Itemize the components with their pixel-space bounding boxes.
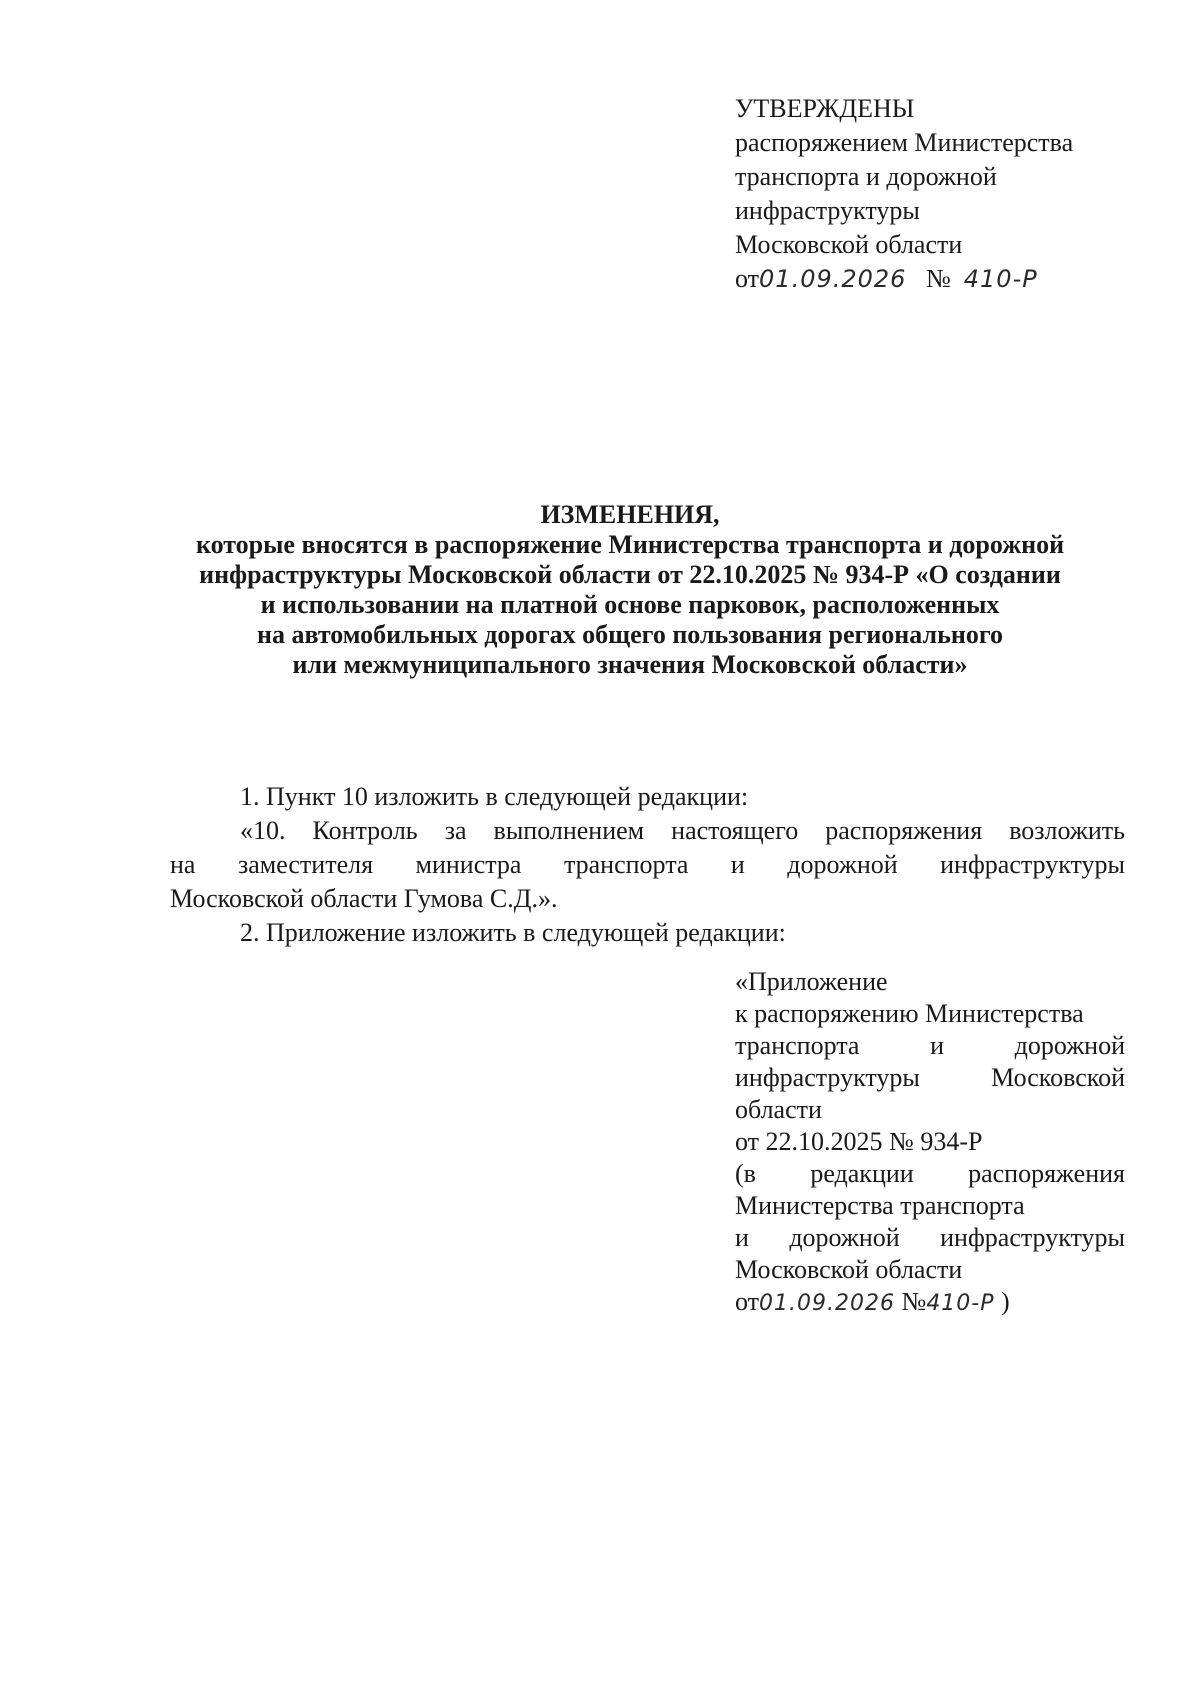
number-sign: № [901, 1287, 927, 1316]
word: инфраструктуры [735, 1063, 920, 1092]
handwritten-date: 01.09.2026 [759, 265, 907, 293]
approval-line: Московской области [735, 230, 963, 259]
word: и [735, 1223, 749, 1252]
title-line: которые вносятся в распоряжение Министерства транспорта и дорожной [195, 530, 1065, 559]
annex-line [735, 1158, 1125, 1190]
quote-line-3: Московской области Гумова С.Д.». [170, 884, 558, 913]
word: на [170, 850, 196, 879]
quote-line-2 [170, 848, 1125, 882]
approval-line: транспорта и дорожной [735, 162, 997, 191]
word: дорожной [1014, 1031, 1125, 1060]
word: заместителя [237, 850, 374, 879]
annex-line [735, 1222, 1125, 1254]
handwritten-number: 410-Р [963, 265, 1038, 293]
approval-stamp [735, 92, 1135, 296]
approval-heading: УТВЕРЖДЕНЫ [735, 94, 915, 123]
annex-line: от 22.10.2025 № 934-Р [735, 1127, 983, 1156]
word: инфраструктуры [940, 850, 1125, 879]
word: и [730, 850, 745, 879]
quote-line-1 [170, 814, 1125, 848]
word: министра [415, 850, 522, 879]
title-line: или межмуниципального значения Московской области» [292, 650, 968, 679]
number-sign: № [925, 264, 951, 293]
annex-line: к распоряжению Министерства [735, 999, 1084, 1028]
approval-line: инфраструктуры [735, 196, 920, 225]
word: транспорта [735, 1031, 860, 1060]
annex-header [735, 966, 1125, 1320]
handwritten-date: 01.09.2026 [759, 1291, 895, 1316]
word: за [444, 816, 467, 845]
approval-line: распоряжением Министерства [735, 128, 1074, 157]
word: настоящего [671, 816, 799, 845]
word: «10. [240, 816, 286, 845]
annex-line [735, 1030, 1125, 1062]
date-prefix: от [735, 1287, 760, 1316]
word: (в [735, 1159, 756, 1188]
annex-line: области [735, 1095, 822, 1124]
word: возложить [1009, 816, 1125, 845]
item-1: 1. Пункт 10 изложить в следующей редакции: [240, 782, 749, 811]
approval-date-line [735, 262, 1135, 296]
word: распоряжения [968, 1159, 1125, 1188]
word: распоряжения [825, 816, 983, 845]
title-heading: ИЗМЕНЕНИЯ, [540, 500, 720, 529]
annex-line [735, 1062, 1125, 1094]
title-line: и использовании на платной основе парковок, расположенных [260, 590, 1000, 619]
document-body [170, 780, 1125, 950]
annex-date-line [735, 1286, 1125, 1320]
word: выполнением [493, 816, 645, 845]
title-line: инфраструктуры Московской области от 22.10.2025 № 934-Р «О создании [199, 560, 1061, 589]
word: инфраструктуры [940, 1223, 1125, 1252]
word: редакции [810, 1159, 914, 1188]
annex-line: Московской области [735, 1255, 963, 1284]
date-prefix: от [735, 264, 760, 293]
word: Контроль [312, 816, 418, 845]
document-title [150, 500, 1110, 680]
closing-paren: ) [1001, 1287, 1010, 1316]
word: дорожной [787, 850, 898, 879]
annex-line: Министерства транспорта [735, 1191, 1025, 1220]
item-2: 2. Приложение изложить в следующей редакции: [240, 918, 786, 947]
word: транспорта [563, 850, 689, 879]
word: и [930, 1031, 944, 1060]
handwritten-number: 410-Р [926, 1291, 995, 1316]
title-line: на автомобильных дорогах общего пользования регионального [256, 620, 1003, 649]
word: дорожной [789, 1223, 900, 1252]
annex-line: «Приложение [735, 967, 888, 996]
word: Московской [991, 1063, 1125, 1092]
